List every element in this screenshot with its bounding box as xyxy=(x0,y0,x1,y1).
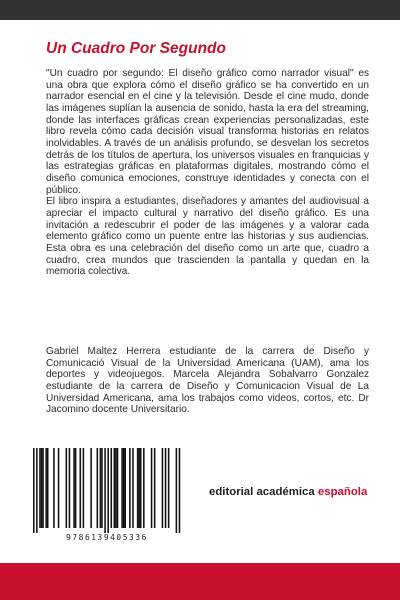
barcode-bars xyxy=(27,447,187,533)
barcode-bar xyxy=(53,448,55,528)
barcode-bar xyxy=(66,448,68,528)
barcode-bar xyxy=(39,448,41,528)
barcode-bar xyxy=(41,448,43,528)
description-paragraph-2: El libro inspira a estudiantes, diseñadores y amantes del audiovisual a apreciar el impacto cultural y narrativo del diseño gráfico. Es una invitación a redescubrir el poder de las imágenes y a valorar cada elemento gráfico como un puente entre las historias y sus audiencias. Esta obra es una celebración del diseño como un arte que, cuadro a cuadro, crea mundos que trascienden la pantalla y quedan en la memoria colectiva. xyxy=(46,196,369,278)
barcode-bar xyxy=(33,448,35,533)
barcode-bar xyxy=(45,448,47,528)
barcode-bar xyxy=(121,448,123,528)
description-paragraph-1: "Un cuadro por segundo: El diseño gráfico como narrador visual" es una obra que explora cómo el diseño gráfico se ha convertido en un narrador esencial en el cine y la televisión. Desde el cine mudo, donde las imágenes suplían la ausencia de sonido, hasta la era del streaming, donde las interfaces gráficas crean experiencias personalizadas, este libro revela cómo cada decisión visual transforma historias en relatos inolvidables. A través de un análisis profundo, se desvelan los secretos detrás de los títulos de apertura, los universos visuales en franquicias y las estrategias gráficas en plataformas digitales, mostrando cómo el diseño comunica emociones, construye identidades y conecta con el público. xyxy=(46,68,369,196)
barcode-bar xyxy=(168,448,170,528)
publisher-name: editorial académica xyxy=(209,486,315,498)
barcode-bar xyxy=(137,448,139,528)
barcode-bar xyxy=(75,448,77,528)
barcode-bar xyxy=(100,448,102,528)
bottom-band xyxy=(0,563,400,600)
top-band xyxy=(0,0,400,20)
barcode-bar xyxy=(107,448,109,533)
author-bio: Gabriel Maltez Herrera estudiante de la carrera de Diseño y Comunicació Visual de la Universidad Americana (UAM), ama los deportes y videojuegos. Marcela Alejandra Sobalvarro Gonzalez estudiante de la carrera de Diseño y Comunicacion Visual de La Universidad Americana, ama los trabajos como videos, cortos, etc. Dr Jacomino docente Universitario. xyxy=(46,346,369,416)
barcode-bar xyxy=(36,448,38,533)
barcode-bar xyxy=(138,448,140,528)
barcode-bar xyxy=(115,448,117,528)
barcode-bar xyxy=(162,448,164,528)
book-title: Un Cuadro Por Segundo xyxy=(46,40,226,57)
barcode-bar xyxy=(140,448,142,528)
barcode-bar xyxy=(97,448,99,528)
back-cover-description xyxy=(46,68,369,278)
barcode-bar xyxy=(132,448,134,528)
barcode-bar xyxy=(101,448,103,528)
barcode-bar xyxy=(83,448,85,528)
barcode-bar xyxy=(165,448,167,528)
isbn-barcode xyxy=(27,447,187,545)
barcode-bar xyxy=(42,448,44,528)
barcode-bar xyxy=(104,448,106,533)
barcode-bar xyxy=(123,448,125,528)
barcode-bar xyxy=(114,448,116,528)
barcode-bar xyxy=(124,448,126,528)
barcode-bar xyxy=(58,448,60,528)
barcode-bar xyxy=(47,448,49,528)
publisher-name-accent: española xyxy=(317,486,368,498)
barcode-bar xyxy=(117,448,119,528)
barcode-bar xyxy=(151,448,153,528)
barcode-bar xyxy=(80,448,82,528)
barcode-bar xyxy=(129,448,131,528)
barcode-bar xyxy=(111,448,113,528)
barcode-bar xyxy=(69,448,71,528)
barcode-bar xyxy=(154,448,156,528)
publisher-logo xyxy=(209,486,379,498)
isbn-number: 9786139405336 xyxy=(66,533,148,542)
barcode-bar xyxy=(143,448,145,528)
barcode-bar xyxy=(176,448,178,533)
barcode-bar xyxy=(179,448,181,533)
barcode-bar xyxy=(90,448,92,528)
barcode-bar xyxy=(73,448,75,528)
